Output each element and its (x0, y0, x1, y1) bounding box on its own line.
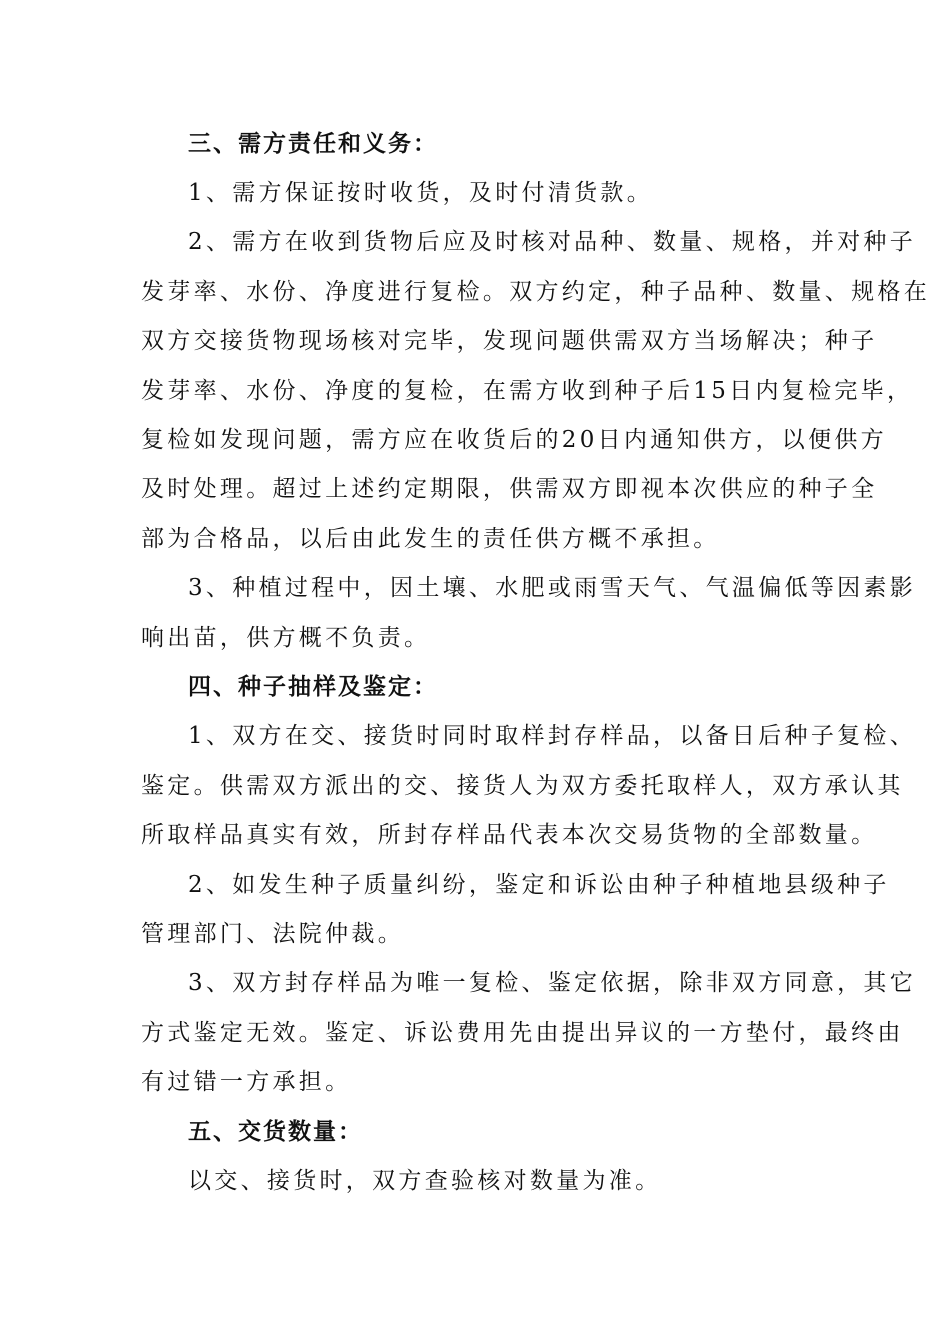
section-heading-5: 五、交货数量： (188, 1119, 363, 1145)
paragraph-4-3-line-1: 3、双方封存样品为唯一复检、鉴定依据，除非双方同意，其它 (188, 970, 917, 996)
paragraph-4-1-line-1: 1、双方在交、接货时同时取样封存样品，以备日后种子复检、 (188, 723, 917, 749)
paragraph-4-3-line-2: 方式鉴定无效。鉴定、诉讼费用先由提出异议的一方垫付，最终由 (141, 1020, 904, 1046)
section-heading-3: 三、需方责任和义务： (188, 131, 438, 157)
paragraph-3-2-line-2: 发芽率、水份、净度进行复检。双方约定，种子品种、数量、规格在 (141, 279, 930, 305)
paragraph-4-1-line-3: 所取样品真实有效，所封存样品代表本次交易货物的全部数量。 (141, 822, 878, 848)
paragraph-4-1-line-2: 鉴定。供需双方派出的交、接货人为双方委托取样人，双方承认其 (141, 773, 904, 799)
paragraph-3-2-line-7: 部为合格品，以后由此发生的责任供方概不承担。 (141, 526, 720, 552)
paragraph-3-2-line-4: 发芽率、水份、净度的复检，在需方收到种子后15日内复检完毕， (141, 378, 914, 404)
paragraph-3-2-line-1: 2、需方在收到货物后应及时核对品种、数量、规格，并对种子 (188, 229, 917, 255)
paragraph-4-3-line-3: 有过错一方承担。 (141, 1069, 352, 1095)
section-heading-4: 四、种子抽样及鉴定： (188, 674, 438, 700)
paragraph-5-1-line-1: 以交、接货时，双方查验核对数量为准。 (188, 1168, 662, 1194)
paragraph-3-2-line-3: 双方交接货物现场核对完毕，发现问题供需双方当场解决；种子 (141, 328, 878, 354)
paragraph-3-2-line-6: 及时处理。超过上述约定期限，供需双方即视本次供应的种子全 (141, 476, 878, 502)
paragraph-4-2-line-1: 2、如发生种子质量纠纷，鉴定和诉讼由种子种植地县级种子 (188, 872, 890, 898)
paragraph-3-1-line-1: 1、需方保证按时收货，及时付清货款。 (188, 180, 654, 206)
paragraph-3-3-line-1: 3、种植过程中，因土壤、水肥或雨雪天气、气温偏低等因素影 (188, 575, 917, 601)
paragraph-3-3-line-2: 响出苗，供方概不负责。 (141, 625, 431, 651)
paragraph-3-2-line-5: 复检如发现问题，需方应在收货后的20日内通知供方，以便供方 (141, 427, 887, 453)
paragraph-4-2-line-2: 管理部门、法院仲裁。 (141, 921, 404, 947)
